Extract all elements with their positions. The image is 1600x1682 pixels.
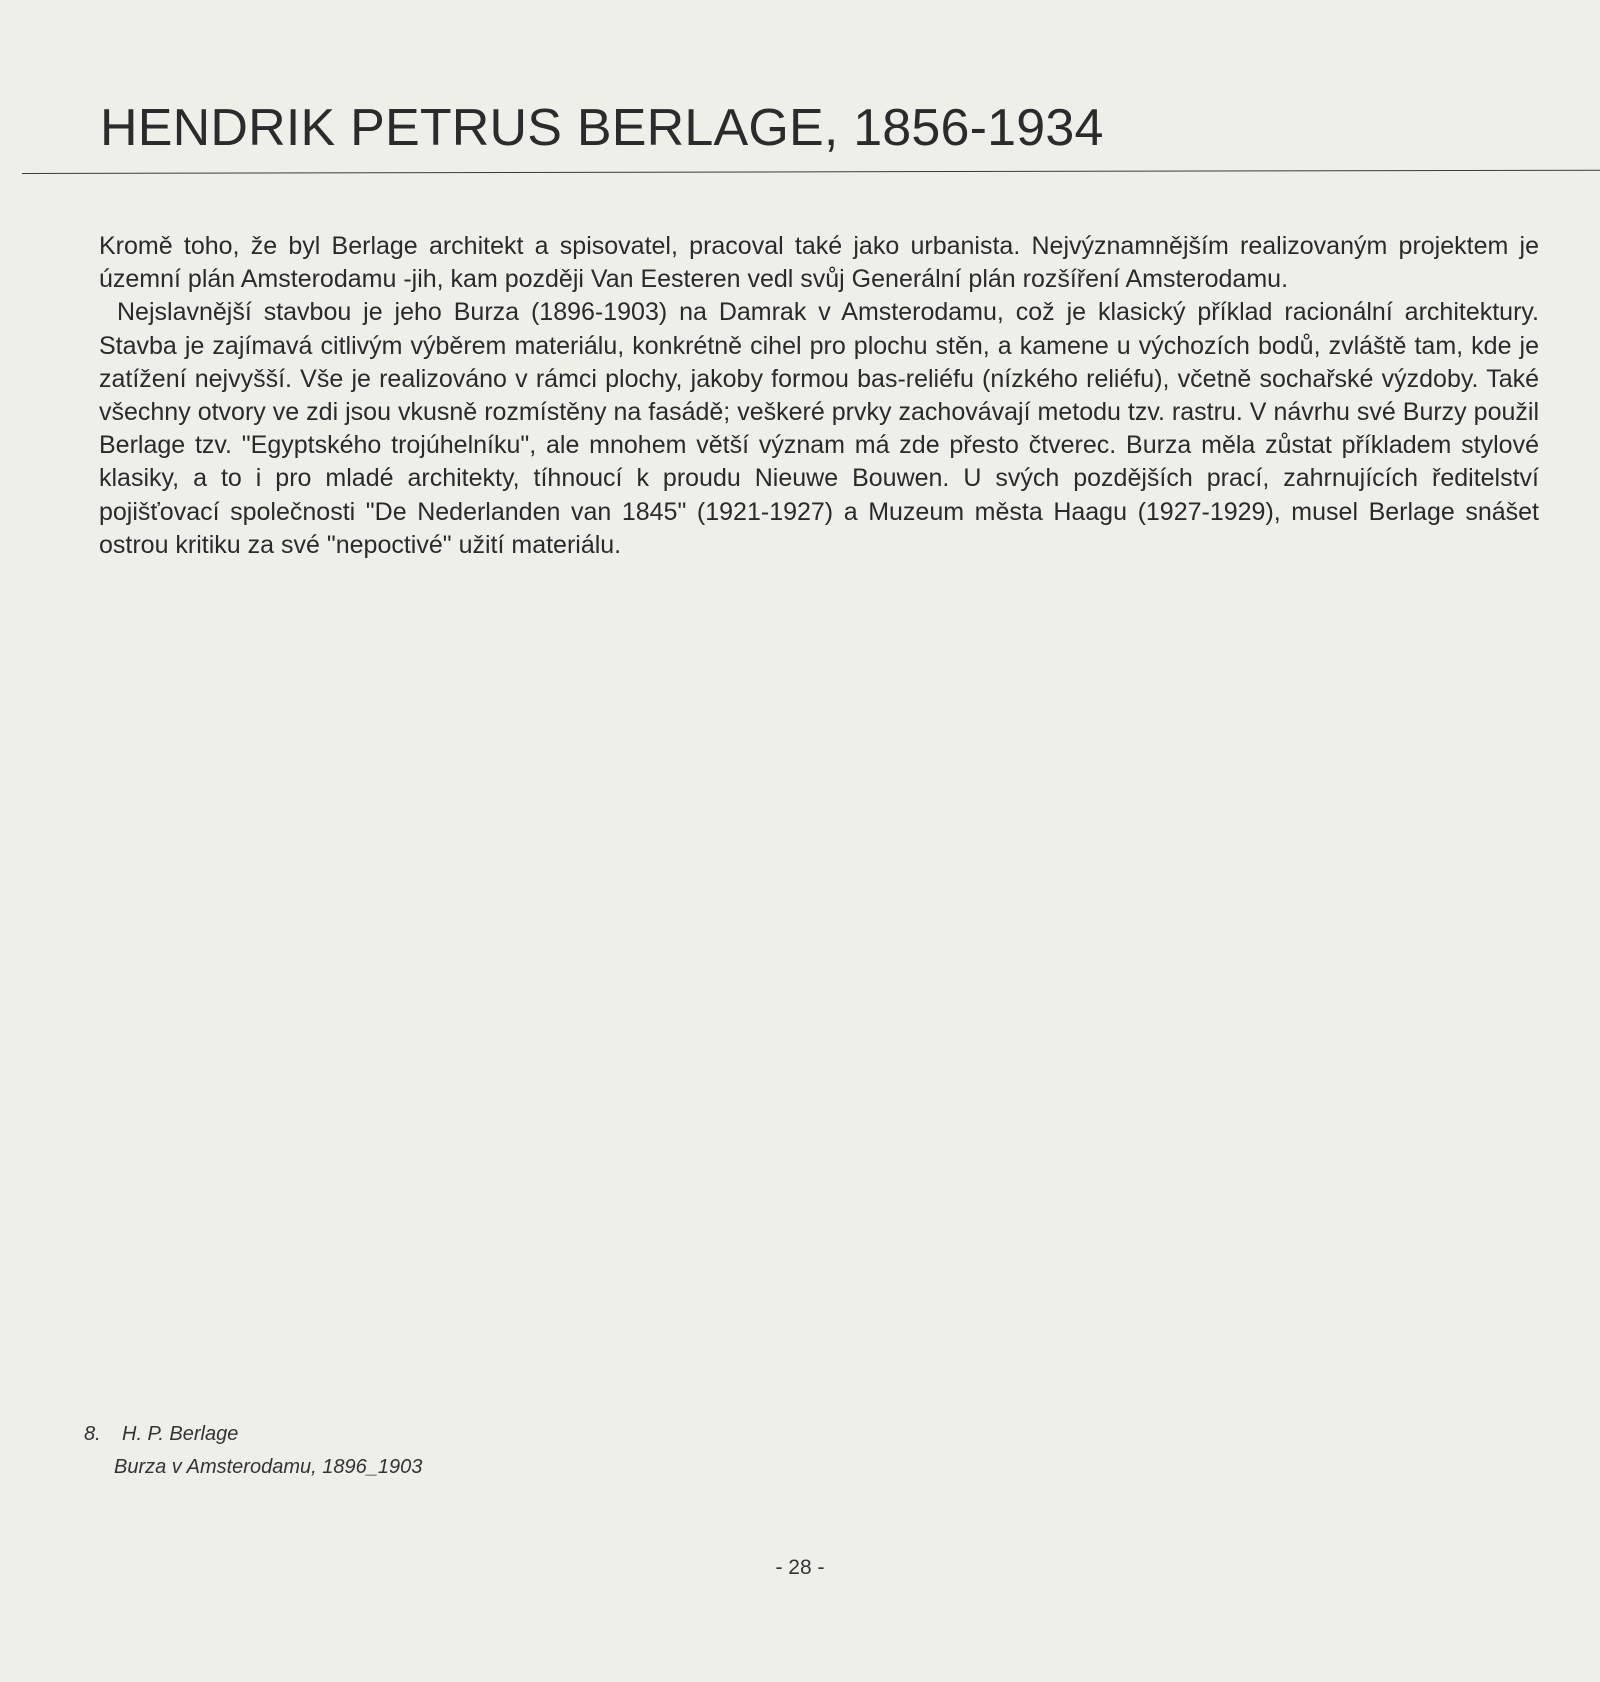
- body-text: [99, 230, 1539, 562]
- caption-line-1: [84, 1418, 422, 1451]
- caption-number: 8.: [84, 1423, 101, 1445]
- figure-caption: [84, 1418, 422, 1484]
- title-divider: [22, 170, 1600, 174]
- paragraph-1: Kromě toho, že byl Berlage architekt a spisovatel, pracoval také jako urbanista. Nejvýznamnějším realizovaným projektem je územní plán Amsterodamu -jih, kam později Van Eesteren vedl svůj Generální plán rozšíření Amsterodamu.: [99, 232, 1539, 294]
- page-title: HENDRIK PETRUS BERLAGE, 1856-1934: [100, 99, 1104, 157]
- caption-line-2: Burza v Amsterodamu, 1896_1903: [114, 1456, 423, 1478]
- caption-author: H. P. Berlage: [122, 1423, 239, 1445]
- page-number: - 28 -: [775, 1556, 825, 1579]
- paragraph-2: Nejslavnější stavbou je jeho Burza (1896-1903) na Damrak v Amsterodamu, což je klasický příklad racionální architektury. Stavba je zajímavá citlivým výběrem materiálu, konkrétně cihel pro plochu stěn, a kamene u výchozích bodů, zvláště tam, kde je zatížení nejvyšší. Vše je realizováno v rámci plochy, jakoby formou bas-reliéfu (nízkého reliéfu), včetně sochařské výzdoby. Také všechny otvory ve zdi jsou vkusně rozmístěny na fasádě; veškeré prvky zachovávají metodu tzv. rastru. V návrhu své Burzy použil Berlage tzv. "Egyptského trojúhelníku", ale mnohem větší význam má zde přesto čtverec. Burza měla zůstat příkladem stylové klasiky, a to i pro mladé architekty, tíhnoucí k proudu Nieuwe Bouwen. U svých pozdějších prací, zahrnujících ředitelství pojišťovací společnosti "De Nederlanden van 1845" (1921-1927) a Muzeum města Haagu (1927-1929), musel Berlage snášet ostrou kritiku za své "nepoctivé" užití materiálu.: [99, 298, 1539, 559]
